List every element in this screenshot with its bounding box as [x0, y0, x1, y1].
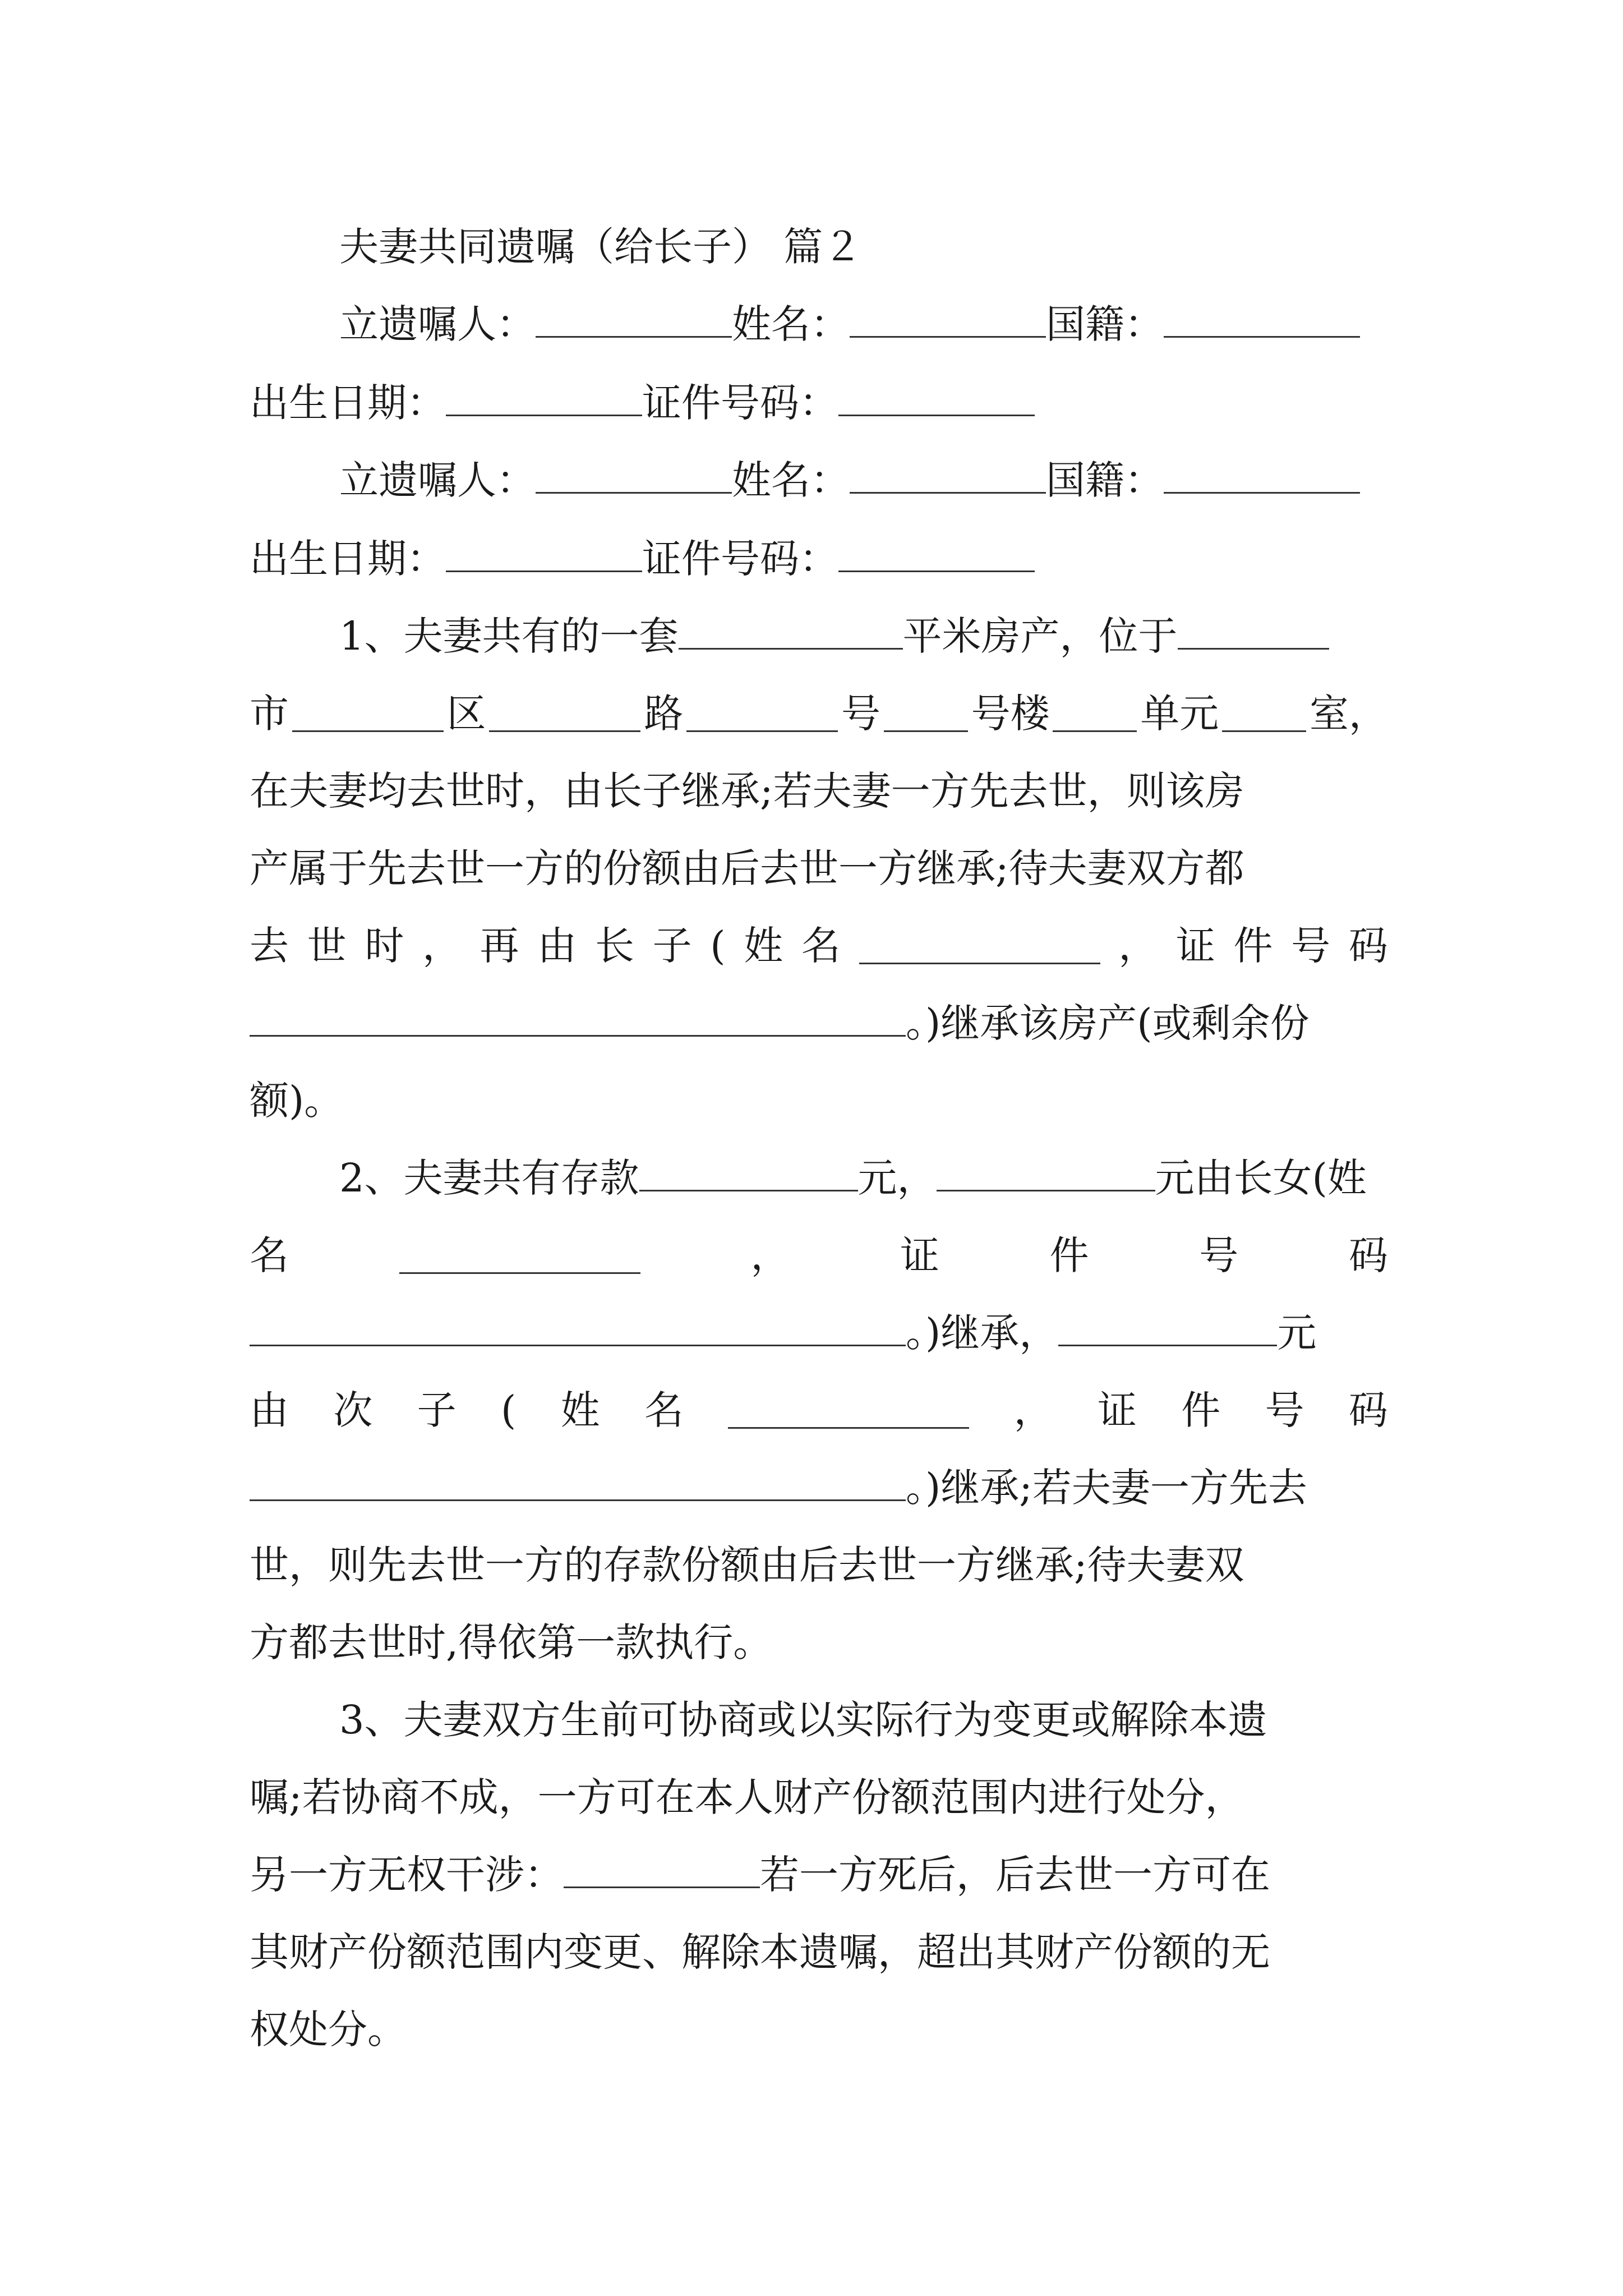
- document-title: 夫妻共同遗嘱（给长子） 篇２: [339, 224, 863, 270]
- p2-text: 2、夫妻共有存款: [339, 1155, 639, 1201]
- name-blank[interactable]: [850, 301, 1046, 338]
- building-label: 号楼: [971, 691, 1050, 737]
- p1-line-7: 额)。: [250, 1078, 344, 1124]
- char: 件: [1049, 1232, 1089, 1278]
- unit-blank[interactable]: [1222, 696, 1306, 732]
- p1-line-2: [250, 685, 1388, 742]
- city-blank[interactable]: [292, 696, 444, 732]
- char: 世: [307, 923, 347, 969]
- char: 子: [417, 1387, 457, 1433]
- p1-text: 1、夫妻共有的一套: [339, 613, 679, 659]
- char: 子: [652, 923, 692, 969]
- id-label: 证件号码：: [642, 536, 838, 582]
- testator-blank[interactable]: [536, 457, 732, 494]
- number-label: 号: [841, 691, 880, 737]
- p2-line-7: 方都去世时,得依第一款执行。: [250, 1619, 773, 1665]
- char: (: [710, 923, 726, 969]
- char: ，: [1118, 923, 1158, 969]
- road-label: 路: [644, 691, 684, 737]
- name-blank[interactable]: [850, 457, 1046, 494]
- p2-text: 元，: [857, 1155, 937, 1201]
- location-blank[interactable]: [1178, 613, 1329, 650]
- testator-1-line: [339, 296, 1360, 352]
- city-label: 市: [250, 691, 289, 737]
- p1-line-5: [250, 918, 1388, 974]
- district-label: 区: [446, 691, 486, 737]
- testator-2-line: [339, 452, 1360, 508]
- second-son-name-blank[interactable]: [728, 1392, 969, 1429]
- p2-line-4: [250, 1382, 1388, 1438]
- char: 名: [250, 1232, 289, 1278]
- nationality-blank[interactable]: [1164, 457, 1360, 494]
- char: 证: [1175, 923, 1215, 969]
- char: 号: [1199, 1232, 1239, 1278]
- district-blank[interactable]: [489, 696, 640, 732]
- interference-blank[interactable]: [564, 1852, 760, 1888]
- name-label: 姓名：: [732, 301, 850, 347]
- second-son-amount-blank[interactable]: [1058, 1310, 1277, 1346]
- p3-line-3: [250, 1847, 1270, 1903]
- p2-text: 元: [1277, 1310, 1317, 1356]
- testator-blank[interactable]: [536, 301, 732, 338]
- p2-line-2: [250, 1227, 1388, 1283]
- char: 号: [1291, 923, 1331, 969]
- p2-line-6: 世，则先去世一方的存款份额由后去世一方继承;待夫妻双: [250, 1542, 1244, 1588]
- char: 由: [250, 1387, 289, 1433]
- p2-line-5: [250, 1460, 1307, 1516]
- testator-2-line-2: [250, 531, 1035, 587]
- birth-blank[interactable]: [446, 536, 642, 572]
- p3-line-2: 嘱;若协商不成，一方可在本人财产份额范围内进行处分，: [250, 1774, 1244, 1820]
- birth-label: 出生日期：: [250, 380, 446, 426]
- char: 码: [1348, 923, 1388, 969]
- p3-line-5: 权处分。: [250, 2007, 407, 2053]
- char: 件: [1181, 1387, 1221, 1433]
- p2-text: 。)继承;若夫妻一方先去: [906, 1465, 1307, 1511]
- char: 姓: [560, 1387, 600, 1433]
- char: 号: [1265, 1387, 1304, 1433]
- daughter-id-blank[interactable]: [250, 1310, 906, 1346]
- id-blank[interactable]: [838, 536, 1035, 572]
- char: 长: [594, 923, 634, 969]
- p3-line-4: 其财产份额范围内变更、解除本遗嘱，超出其财产份额的无: [250, 1929, 1270, 1975]
- char: 名: [644, 1387, 684, 1433]
- char: 姓: [744, 923, 783, 969]
- char: 次: [333, 1387, 373, 1433]
- char: 时: [365, 923, 404, 969]
- p3-line-1: 3、夫妻双方生前可协商或以实际行为变更或解除本遗: [339, 1697, 1267, 1743]
- second-son-id-blank[interactable]: [250, 1465, 906, 1501]
- id-label: 证件号码：: [642, 380, 838, 426]
- son-name-blank[interactable]: [859, 928, 1100, 964]
- p1-text: 平米房产，位于: [902, 613, 1178, 659]
- char: 由: [537, 923, 577, 969]
- p2-line-3: [250, 1305, 1316, 1361]
- room-label: 室，: [1309, 691, 1388, 737]
- daughter-name-blank[interactable]: [399, 1237, 640, 1274]
- p1-text: 。)继承该房产(或剩余份: [906, 1000, 1310, 1046]
- number-blank[interactable]: [884, 696, 968, 732]
- char: 去: [250, 923, 289, 969]
- p3-text: 若一方死后，后去世一方可在: [760, 1852, 1270, 1898]
- unit-label: 单元: [1140, 691, 1219, 737]
- p1-line-1: [339, 608, 1329, 664]
- building-blank[interactable]: [1053, 696, 1137, 732]
- nationality-label: 国籍：: [1046, 457, 1164, 503]
- char: 名: [801, 923, 841, 969]
- p1-line-6: [250, 995, 1310, 1051]
- char: 证: [1097, 1387, 1137, 1433]
- son-id-blank[interactable]: [250, 1000, 906, 1037]
- p2-line-1: [339, 1150, 1367, 1206]
- char: ，: [750, 1232, 790, 1278]
- p3-text: 另一方无权干涉：: [250, 1852, 564, 1898]
- p2-text: 。)继承，: [906, 1310, 1059, 1356]
- char: 证: [900, 1232, 939, 1278]
- name-label: 姓名：: [732, 457, 850, 503]
- birth-label: 出生日期：: [250, 536, 446, 582]
- daughter-amount-blank[interactable]: [937, 1155, 1155, 1191]
- road-blank[interactable]: [686, 696, 838, 732]
- char: 码: [1348, 1232, 1388, 1278]
- char: ，: [422, 923, 462, 969]
- p1-line-3: 在夫妻均去世时，由长子继承;若夫妻一方先去世，则该房: [250, 768, 1244, 814]
- p1-line-4: 产属于先去世一方的份额由后去世一方继承;待夫妻双方都: [250, 845, 1244, 891]
- nationality-label: 国籍：: [1046, 301, 1164, 347]
- savings-blank[interactable]: [639, 1155, 858, 1191]
- testator-label: 立遗嘱人：: [339, 301, 536, 347]
- char: 件: [1233, 923, 1273, 969]
- char: (: [500, 1387, 517, 1433]
- char: 码: [1348, 1387, 1388, 1433]
- area-blank[interactable]: [679, 613, 903, 650]
- birth-blank[interactable]: [446, 380, 642, 416]
- testator-label: 立遗嘱人：: [339, 457, 536, 503]
- p2-text: 元由长女(姓: [1155, 1155, 1367, 1201]
- id-blank[interactable]: [838, 380, 1035, 416]
- char: ，: [1013, 1387, 1053, 1433]
- nationality-blank[interactable]: [1164, 301, 1360, 338]
- char: 再: [479, 923, 519, 969]
- testator-1-line-2: [250, 375, 1035, 431]
